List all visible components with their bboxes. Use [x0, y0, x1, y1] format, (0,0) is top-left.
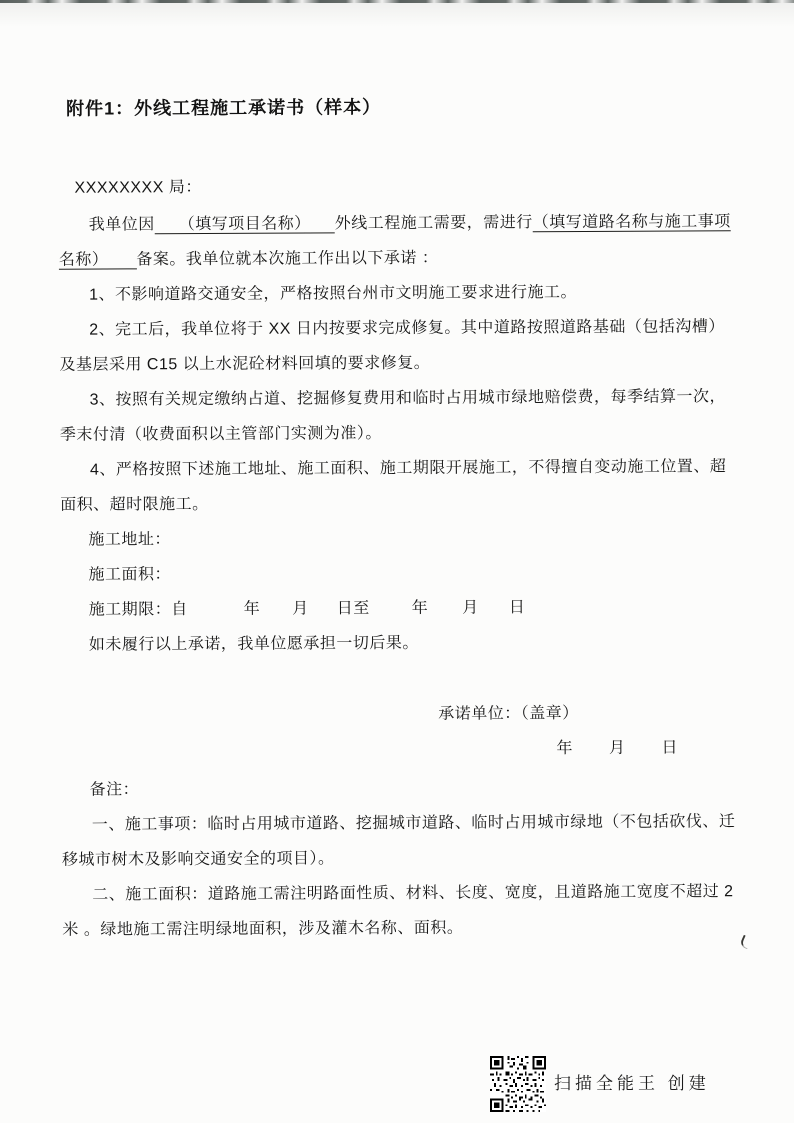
sig-date-day: 日: [661, 739, 679, 757]
intro-text-3: 备案。我单位就本次施工作出以下承诺 ：: [136, 249, 439, 269]
intro-text-1: 我单位因: [88, 216, 155, 234]
commitment-item-1: 1、不影响道路交通安全，严格按照台州市文明施工要求进行施工。: [89, 284, 578, 304]
commitment-item-4: 4、严格按照下述施工地址、施工面积、施工期限开展施工，不得擅自变动施工位置、超面积、超时限施工。: [60, 458, 727, 514]
period-token-month-to: 月: [462, 599, 479, 617]
sig-date-month: 月: [608, 739, 626, 757]
salutation-line: XXXXXXXX 局：: [74, 179, 202, 197]
note-item-2: 二、施工面积：道路施工需注明路面性质、材料、长度、宽度，且道路施工宽度不超过 2 米 。绿地施工需注明绿地面积，涉及灌木名称、面积。: [62, 883, 734, 939]
period-token-day-to: 日至: [336, 600, 370, 618]
period-token-year-to: 年: [411, 599, 429, 617]
notes-heading: 备注：: [89, 781, 140, 799]
note-item-1: 一、施工事项：临时占用城市道路、挖掘城市道路、临时占用城市绿地（不包括砍伐、迁移城市树木及影响交通安全的项目）。: [61, 813, 736, 869]
period-token-year-from: 年: [243, 600, 261, 618]
intro-paragraph: [59, 204, 733, 278]
field-construction-period: [89, 589, 735, 627]
period-token-day-end: 日: [508, 599, 526, 617]
signature-unit-line: 承诺单位：（盖章）: [438, 705, 579, 723]
sig-date-year: 年: [556, 740, 574, 758]
scanner-watermark-label: 扫描全能王 创建: [554, 1074, 710, 1093]
closing-statement: 如未履行以上承诺，我单位愿承担一切后果。: [88, 634, 419, 654]
field-construction-area: 施工面积：: [88, 566, 172, 584]
fill-in-blank-project-name: （填写项目名称）: [155, 215, 335, 234]
qr-code-icon: [490, 1056, 546, 1112]
signature-date-line: [556, 730, 735, 766]
period-prefix: 施工期限：自: [88, 601, 188, 619]
period-token-month-from: 月: [292, 600, 309, 618]
commitment-item-2: 2、完工后，我单位将于 XX 日内按要求完成修复。其中道路按照道路基础（包括沟槽）及基层采用 C15 以上水泥砼材料回填的要求修复。: [59, 318, 725, 374]
commitment-item-3: 3、按照有关规定缴纳占道、挖掘修复费用和临时占用城市绿地赔偿费，每季结算一次，季末付清（收费面积以主管部门实测为准）。: [59, 388, 727, 444]
intro-text-2: 外线工程施工需要，需进行: [334, 214, 533, 233]
fill-in-blank-road-name: （填写道路名称与施工事项名称）: [58, 213, 731, 269]
document-title: 附件1：外线工程施工承诺书（样本）: [66, 97, 382, 119]
field-construction-address: 施工地址：: [88, 531, 171, 549]
